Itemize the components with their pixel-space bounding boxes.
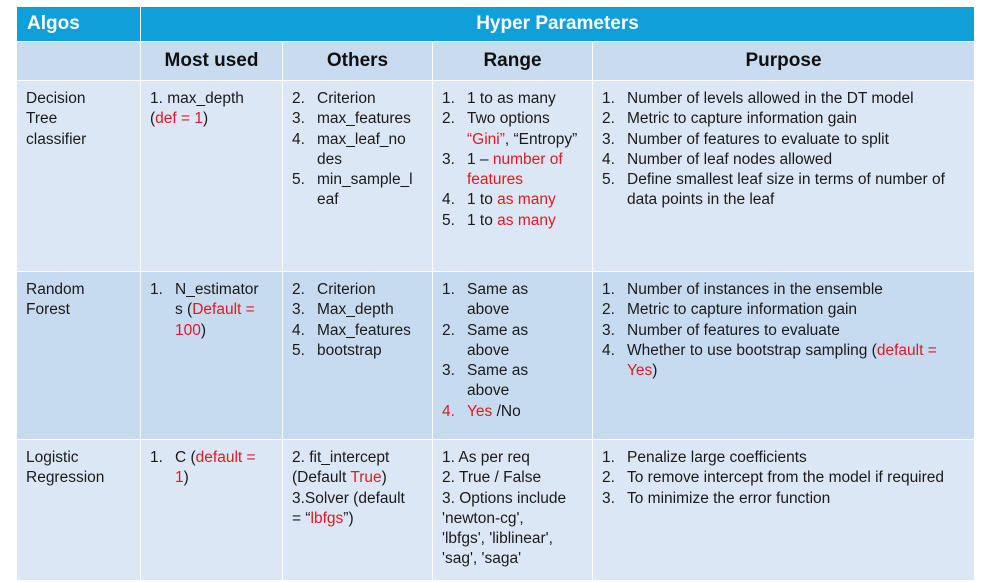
hyperparameter-table (16, 6, 975, 581)
list-item: 3. Number of features to evaluate to split (602, 130, 889, 148)
list-item: 4. max_leaf_no des (292, 130, 406, 168)
list-item: 5. Define smallest leaf size in terms of number of data points in the leaf (602, 171, 945, 209)
list-item: 1. Penalize large coefficients (602, 449, 807, 466)
range-cell (433, 81, 593, 272)
list-item: 1. Number of instances in the ensemble (602, 281, 883, 298)
header-purpose: Purpose (593, 42, 975, 81)
range-cell (433, 272, 593, 440)
range-cell: 1. As per req 2. True / False 3. Options include 'newton-cg', 'lbfgs', 'liblinear', 'sag', 'saga' (433, 440, 593, 581)
header-hyper-parameters: Hyper Parameters (141, 7, 975, 42)
list-item: 4. Whether to use bootstrap sampling (default = Yes) (602, 341, 937, 380)
list-item: 2. Two options “Gini”, “Entropy” (442, 110, 578, 148)
algo-name-line: Logistic (26, 449, 79, 466)
list-item: 3. To minimize the error function (602, 489, 831, 507)
purpose-cell (593, 440, 975, 581)
others-cell (283, 272, 433, 440)
list-item: 2. Same as above (442, 321, 529, 359)
algo-name-line: Random (26, 281, 85, 298)
list-item: 1. Same as above (442, 281, 529, 319)
list-item: 3. 1 – number of features (442, 150, 563, 189)
list-item: 2. Criterion (292, 281, 376, 298)
header-most-used: Most used (141, 42, 283, 81)
list-item: 3. Max_depth (292, 301, 394, 319)
others-cell (283, 81, 433, 272)
most-used-cell (141, 272, 283, 440)
algo-name-line: Regression (26, 469, 105, 487)
list-item: 1. C (default = 1) (150, 449, 256, 487)
table-row (17, 272, 975, 440)
paren: ) (203, 110, 209, 128)
list-item: 1. 1 to as many (442, 90, 556, 107)
list-item: 5. 1 to as many (442, 211, 556, 229)
algo-name-line: Tree (26, 110, 58, 128)
list-item: 4. 1 to as many (442, 191, 556, 209)
list-item: 5. min_sample_l eaf (292, 171, 413, 209)
default-value: def = 1 (155, 110, 204, 128)
list-item: 3. Number of features to evaluate (602, 321, 840, 339)
list-item: 3. Same as above (442, 362, 529, 400)
list-item: 1. N_estimator s (Default = 100) (150, 281, 259, 339)
algo-name-line: classifier (26, 130, 87, 148)
list-item: 3. max_features (292, 110, 411, 128)
list-item: 4. Max_features (292, 321, 411, 339)
table-row (17, 440, 975, 581)
table-row (17, 81, 975, 272)
header-algos: Algos (17, 7, 141, 42)
algo-name-line: Decision (26, 90, 86, 107)
algo-cell (17, 440, 141, 581)
most-used-cell (141, 440, 283, 581)
purpose-cell (593, 272, 975, 440)
most-used-text: 1. max_depth (150, 90, 244, 107)
algo-name-line: Forest (26, 301, 70, 319)
list-item: 5. bootstrap (292, 341, 382, 359)
list-item: 4. Yes /No (442, 402, 521, 420)
list-item: 2. Metric to capture information gain (602, 301, 858, 319)
header-range: Range (433, 42, 593, 81)
algo-cell (17, 81, 141, 272)
purpose-cell (593, 81, 975, 272)
header-others: Others (283, 42, 433, 81)
list-item: 2. To remove intercept from the model if required (602, 469, 945, 487)
header-blank (17, 42, 141, 81)
algo-cell (17, 272, 141, 440)
others-cell: 2. fit_intercept (Default True) 3.Solver (default = “lbfgs”) (283, 440, 433, 581)
most-used-cell (141, 81, 283, 272)
list-item: 2. Metric to capture information gain (602, 110, 858, 128)
list-item: 2. Criterion (292, 90, 376, 107)
paren: ( (150, 110, 156, 128)
list-item: 1. Number of levels allowed in the DT model (602, 90, 914, 107)
list-item: 4. Number of leaf nodes allowed (602, 150, 833, 168)
